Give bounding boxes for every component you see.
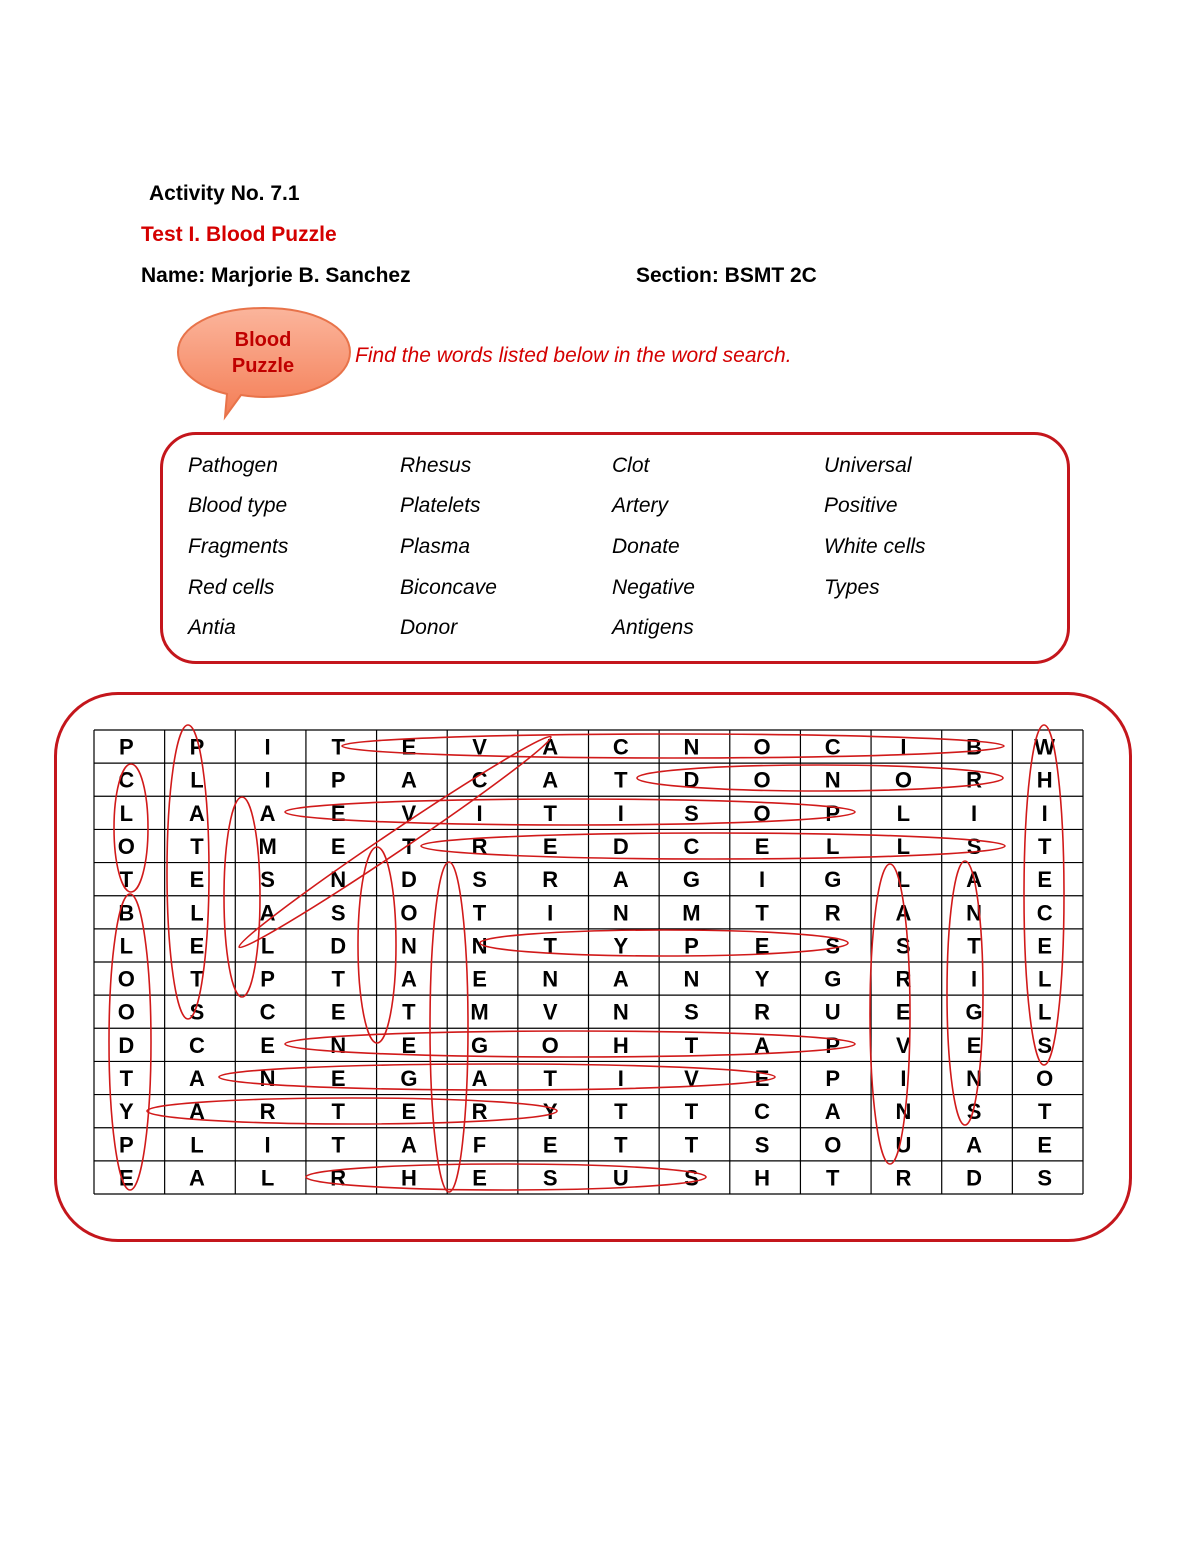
grid-letter: T: [614, 767, 628, 793]
grid-letter: E: [754, 933, 770, 959]
grid-letter: R: [754, 999, 771, 1025]
grid-letter: O: [541, 1032, 559, 1058]
grid-letter: M: [682, 900, 701, 926]
grid-letter: T: [826, 1165, 840, 1191]
word-list-item: Pathogen: [188, 454, 278, 477]
grid-letter: T: [190, 966, 204, 992]
grid-letter: V: [401, 800, 417, 826]
grid-letter: P: [330, 767, 346, 793]
grid-letter: D: [118, 1032, 135, 1058]
grid-letter: D: [612, 834, 629, 859]
grid-letter: V: [542, 999, 558, 1025]
word-list-item: Antia: [188, 616, 236, 639]
grid-letter: A: [259, 900, 276, 926]
grid-letter: S: [542, 1165, 558, 1191]
grid-letter: S: [684, 999, 699, 1025]
grid-letter: T: [331, 1132, 345, 1158]
grid-letter: E: [260, 1032, 275, 1058]
word-list-item: Fragments: [188, 535, 289, 558]
activity-number: Activity No. 7.1: [149, 182, 300, 205]
grid-letter: G: [824, 867, 842, 893]
grid-letter: D: [966, 1165, 982, 1191]
grid-letter: D: [330, 933, 347, 959]
grid-letter: L: [896, 867, 911, 893]
grid-letter: H: [1036, 767, 1053, 793]
grid-letter: N: [471, 933, 488, 959]
grid-letter: R: [471, 1099, 488, 1125]
grid-letter: E: [472, 1165, 487, 1191]
grid-letter: E: [189, 867, 205, 893]
grid-letter: C: [1036, 900, 1053, 926]
grid-letter: F: [472, 1132, 487, 1158]
grid-letter: R: [824, 900, 841, 926]
grid-letter: O: [1036, 1066, 1054, 1091]
grid-letter: G: [400, 1066, 418, 1091]
grid-letter: E: [754, 834, 770, 859]
grid-letter: A: [824, 1099, 841, 1125]
grid-letter: I: [264, 1132, 271, 1158]
grid-letter: E: [1037, 933, 1053, 959]
grid-letter: L: [1037, 966, 1052, 992]
grid-letter: E: [896, 999, 911, 1025]
grid-letter: C: [754, 1099, 771, 1125]
student-name: Name: Marjorie B. Sanchez: [141, 264, 411, 287]
grid-letter: T: [331, 966, 345, 992]
grid-letter: N: [400, 933, 417, 959]
bubble-line-2: Puzzle: [231, 355, 295, 377]
grid-letter: E: [330, 800, 346, 826]
grid-letter: T: [543, 800, 557, 826]
grid-letter: Y: [613, 933, 629, 959]
grid-letter: N: [542, 966, 559, 992]
grid-letter: S: [189, 999, 205, 1025]
test-title: Test I. Blood Puzzle: [141, 223, 337, 246]
grid-letter: O: [753, 734, 771, 760]
grid-letter: N: [330, 1032, 347, 1058]
word-list-item: Blood type: [188, 494, 288, 517]
grid-letter: S: [966, 834, 982, 859]
grid-letter: O: [894, 767, 912, 793]
word-search-grid: [93, 729, 1084, 1195]
grid-letter: R: [330, 1165, 347, 1191]
grid-letter: A: [189, 800, 205, 826]
grid-letter: I: [900, 1066, 907, 1091]
grid-letter: I: [264, 734, 271, 760]
word-list-item: White cells: [824, 535, 926, 558]
grid-letter: L: [190, 900, 204, 926]
grid-letter: C: [118, 767, 135, 793]
grid-letter: E: [401, 1032, 417, 1058]
grid-letter: P: [189, 734, 205, 760]
grid-letter: G: [965, 999, 983, 1025]
grid-letter: A: [259, 800, 276, 826]
grid-letter: C: [189, 1032, 205, 1058]
grid-letter: R: [966, 767, 982, 793]
grid-letter: T: [119, 867, 134, 893]
grid-letter: A: [400, 1132, 417, 1158]
grid-letter: A: [612, 966, 629, 992]
grid-letter: H: [612, 1032, 629, 1058]
grid-letter: T: [614, 1132, 628, 1158]
grid-letter: I: [617, 800, 624, 826]
bubble-label: [178, 327, 348, 379]
grid-letter: P: [684, 933, 699, 959]
grid-letter: O: [824, 1132, 842, 1158]
grid-letter: E: [189, 933, 205, 959]
grid-letter: A: [189, 1066, 205, 1091]
grid-letter: S: [754, 1132, 770, 1158]
grid-letter: Y: [542, 1099, 558, 1125]
word-list-item: Clot: [612, 454, 650, 477]
grid-letter: R: [895, 966, 912, 992]
grid-letter: T: [331, 734, 345, 760]
grid-letter: V: [472, 734, 487, 760]
grid-letter: N: [683, 734, 700, 760]
instruction-text: Find the words listed below in the word search.: [355, 344, 792, 367]
grid-letter: R: [895, 1165, 912, 1191]
grid-letter: S: [896, 933, 911, 959]
grid-letter: I: [900, 734, 907, 760]
grid-letter: R: [259, 1099, 276, 1125]
grid-letter: U: [612, 1165, 629, 1191]
grid-letter: O: [753, 767, 771, 793]
grid-letter: E: [542, 834, 558, 859]
grid-letter: E: [1037, 1132, 1053, 1158]
grid-letter: S: [825, 933, 841, 959]
grid-letter: T: [402, 999, 416, 1025]
grid-letter: S: [1037, 1032, 1053, 1058]
grid-letter: A: [400, 966, 417, 992]
grid-letter: L: [119, 800, 134, 826]
grid-letter: L: [896, 800, 911, 826]
student-section: Section: BSMT 2C: [636, 264, 817, 287]
grid-letter: P: [825, 1032, 841, 1058]
grid-letter: I: [264, 767, 271, 793]
grid-letter: V: [896, 1032, 911, 1058]
grid-letter: S: [330, 900, 346, 926]
grid-letter: S: [472, 867, 487, 893]
grid-letter: E: [118, 1165, 134, 1191]
grid-letter: E: [472, 966, 487, 992]
grid-letter: E: [754, 1066, 770, 1091]
word-list-item: Artery: [612, 494, 669, 517]
grid-letter: T: [755, 900, 769, 926]
word-list-item: Antigens: [612, 616, 694, 639]
grid-letter: T: [543, 933, 557, 959]
grid-letter: A: [400, 767, 417, 793]
word-list-item: Platelets: [400, 494, 481, 517]
grid-letter: E: [330, 1066, 346, 1091]
grid-letter: C: [612, 734, 629, 760]
grid-letter: U: [895, 1132, 912, 1158]
grid-letter: T: [1037, 1099, 1052, 1125]
grid-letter: N: [824, 767, 841, 793]
grid-letter: A: [754, 1032, 771, 1058]
grid-letter: C: [471, 767, 488, 793]
grid-letter: A: [189, 1165, 205, 1191]
grid-letter: C: [683, 834, 700, 859]
grid-letter: T: [402, 834, 416, 859]
grid-letter: E: [542, 1132, 558, 1158]
grid-letter: N: [330, 867, 347, 893]
grid-letter: E: [330, 834, 346, 859]
grid-letter: Y: [118, 1099, 134, 1125]
grid-letter: R: [471, 834, 488, 859]
grid-letter: B: [966, 734, 982, 760]
grid-letter: A: [966, 867, 982, 893]
grid-letter: B: [118, 900, 135, 926]
word-list-item: Donor: [400, 616, 458, 639]
grid-letter: N: [683, 966, 700, 992]
grid-letter: C: [259, 999, 276, 1025]
word-list-item: Universal: [824, 454, 912, 477]
grid-letter: T: [684, 1032, 699, 1058]
grid-letter: T: [614, 1099, 628, 1125]
grid-letter: H: [400, 1165, 417, 1191]
grid-letter: A: [542, 734, 559, 760]
word-list-item: Plasma: [400, 535, 471, 558]
grid-letter: V: [684, 1066, 699, 1091]
grid-letter: L: [826, 834, 840, 859]
grid-letter: S: [684, 1165, 699, 1191]
grid-letter: G: [470, 1032, 489, 1058]
grid-letter: S: [684, 800, 699, 826]
grid-letter: A: [542, 767, 559, 793]
grid-letter: R: [542, 867, 559, 893]
grid-letter: T: [472, 900, 487, 926]
grid-letter: O: [400, 900, 418, 926]
grid-letter: T: [1037, 834, 1052, 859]
grid-letter: P: [118, 1132, 134, 1158]
grid-letter: T: [684, 1132, 699, 1158]
word-list-item: Types: [824, 576, 880, 599]
grid-letter: N: [612, 999, 629, 1025]
grid-letter: T: [190, 834, 204, 859]
grid-letter: O: [117, 966, 135, 992]
grid-letter: S: [260, 867, 275, 893]
word-list-item: Negative: [612, 576, 695, 599]
grid-letter: I: [547, 900, 554, 926]
grid-letter: W: [1034, 734, 1056, 760]
grid-letter: N: [895, 1099, 912, 1125]
word-list-item: Donate: [612, 535, 680, 558]
grid-letter: L: [1037, 999, 1052, 1025]
grid-letter: I: [617, 1066, 624, 1091]
grid-letter: I: [1041, 800, 1048, 826]
grid-letter: S: [1037, 1165, 1053, 1191]
grid-letter: A: [189, 1099, 205, 1125]
grid-letter: N: [612, 900, 629, 926]
grid-letter: P: [825, 1066, 841, 1091]
grid-letter: H: [754, 1165, 771, 1191]
grid-letter: I: [970, 966, 978, 992]
grid-letter: L: [119, 933, 134, 959]
grid-letter: A: [471, 1066, 488, 1091]
grid-letter: L: [260, 933, 275, 959]
grid-letter: I: [759, 867, 766, 893]
grid-letter: T: [543, 1066, 557, 1091]
grid-letter: E: [966, 1032, 982, 1058]
grid-letter: O: [117, 834, 135, 859]
grid-letter: U: [824, 999, 841, 1025]
grid-letter: N: [966, 1066, 982, 1091]
grid-letter: T: [684, 1099, 699, 1125]
grid-letter: P: [825, 800, 841, 826]
grid-letter: L: [190, 767, 204, 793]
grid-letter: G: [824, 966, 842, 992]
grid-letter: I: [476, 800, 483, 826]
grid-letter: A: [966, 1132, 982, 1158]
bubble-line-1: Blood: [234, 329, 292, 351]
word-list-item: Rhesus: [400, 454, 472, 477]
word-list-item: Red cells: [188, 576, 275, 599]
grid-letter: M: [258, 834, 277, 859]
grid-letter: D: [400, 867, 417, 893]
grid-letter: N: [966, 900, 982, 926]
grid-letter: E: [401, 1099, 417, 1125]
grid-letter: T: [119, 1066, 134, 1091]
grid-letter: L: [260, 1165, 275, 1191]
grid-letter: T: [967, 933, 981, 959]
grid-letter: G: [682, 867, 701, 893]
grid-letter: C: [824, 734, 841, 760]
word-list-item: Biconcave: [400, 576, 497, 599]
grid-letter: L: [896, 834, 911, 859]
grid-letter: P: [118, 734, 134, 760]
grid-letter: Y: [754, 966, 770, 992]
grid-letter: A: [612, 867, 629, 893]
grid-letter: P: [260, 966, 275, 992]
grid-letter: E: [1037, 867, 1053, 893]
grid-letter: O: [117, 999, 135, 1025]
grid-letter: O: [753, 800, 771, 826]
grid-letter: D: [683, 767, 700, 793]
grid-letter: A: [895, 900, 912, 926]
word-list-item: Positive: [824, 494, 898, 517]
grid-letter: I: [970, 800, 978, 826]
grid-letter: S: [966, 1099, 982, 1125]
grid-letter: M: [470, 999, 489, 1025]
grid-letter: E: [401, 734, 417, 760]
grid-letter: L: [190, 1132, 204, 1158]
grid-letter: E: [330, 999, 346, 1025]
grid-letter: T: [331, 1099, 345, 1125]
grid-letter: N: [259, 1066, 276, 1091]
